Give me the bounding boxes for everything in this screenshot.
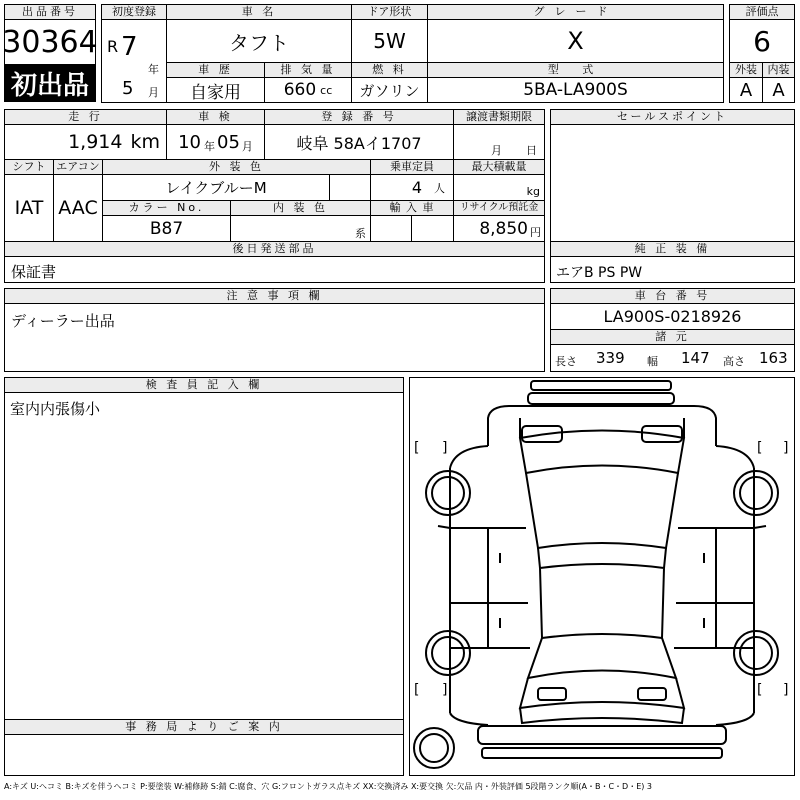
first-reg-month-unit: 月 xyxy=(148,86,159,99)
later-parts-box xyxy=(4,256,545,283)
recycle-label: リサイクル預託金 xyxy=(453,200,545,216)
width-label: 幅 xyxy=(647,355,658,368)
capacity-box xyxy=(370,174,454,201)
equipment-value: エアB PS PW xyxy=(556,265,643,281)
first-reg-month: 5 xyxy=(122,78,134,99)
door-label: ドア形状 xyxy=(351,4,428,20)
recycle-unit: 円 xyxy=(530,225,541,239)
mileage-label: 走 行 xyxy=(4,109,167,125)
history-value: 自家用 xyxy=(166,77,265,103)
exterior-grade-label: 外装 xyxy=(729,62,763,78)
chassis-value: LA900S-0218926 xyxy=(550,303,795,330)
capacity-label: 乗車定員 xyxy=(370,159,454,175)
import-box-a xyxy=(370,215,412,242)
recycle-box xyxy=(453,215,545,242)
first-reg-year-unit: 年 xyxy=(148,63,159,76)
mileage-box xyxy=(4,124,167,160)
bracket-right-top: ] xyxy=(442,440,448,456)
max-load-label: 最大積載量 xyxy=(453,159,545,175)
history-label: 車 歴 xyxy=(166,62,265,78)
transfer-deadline-box xyxy=(453,124,545,160)
transfer-month-unit: 月 xyxy=(491,144,502,157)
exterior-grade-value: A xyxy=(729,77,763,103)
aircon-label: エアコン xyxy=(53,159,103,175)
door-value: 5W xyxy=(351,19,428,63)
length-label: 長さ xyxy=(555,355,577,368)
color-no-value: B87 xyxy=(102,215,231,242)
score-value: 6 xyxy=(729,19,795,63)
exterior-color-extra xyxy=(329,174,371,201)
interior-grade-label: 内装 xyxy=(762,62,795,78)
length-value: 339 xyxy=(596,349,625,367)
transfer-day-unit: 日 xyxy=(526,144,537,157)
first-reg-era: R xyxy=(107,37,119,56)
inspection-month: 05 xyxy=(217,131,240,153)
registration-value: 岐阜 58Aイ1707 xyxy=(264,124,454,160)
displacement-unit: cc xyxy=(320,83,333,97)
import-label: 輸 入 車 xyxy=(370,200,454,216)
model-code-value: 5BA-LA900S xyxy=(427,77,724,103)
displacement-value: 660 xyxy=(283,80,317,100)
first-reg-year: 7 xyxy=(121,32,138,62)
shift-label: シフト xyxy=(4,159,54,175)
max-load-unit: kg xyxy=(526,185,540,198)
bracket-left-top: [ xyxy=(414,440,420,456)
interior-color-label: 内 装 色 xyxy=(230,200,371,216)
bracket-right-bottom: ] xyxy=(442,682,448,698)
bracket-left-top-r: [ xyxy=(757,440,763,456)
model-code-label: 型 式 xyxy=(427,62,724,78)
dimensions-box xyxy=(550,344,795,372)
bracket-left-bottom-r: [ xyxy=(757,682,763,698)
capacity-unit: 人 xyxy=(434,181,445,195)
equipment-label: 純 正 装 備 xyxy=(550,241,795,257)
exterior-color-label: 外 装 色 xyxy=(102,159,371,175)
inspector-value: 室内内張傷小 xyxy=(10,400,101,418)
height-label: 高さ xyxy=(723,355,745,368)
exterior-color-value: レイクブルーM xyxy=(102,174,330,201)
max-load-box xyxy=(453,174,545,201)
inspection-month-unit: 月 xyxy=(241,140,253,153)
grade-value: X xyxy=(427,19,724,63)
width-value: 147 xyxy=(681,349,710,367)
height-value: 163 xyxy=(759,349,788,367)
import-box-b xyxy=(411,215,454,242)
chassis-label: 車 台 番 号 xyxy=(550,288,795,304)
car-diagram xyxy=(409,377,795,776)
inspection-box xyxy=(166,124,265,160)
notes-value: ディーラー出品 xyxy=(11,312,115,330)
bracket-left-bottom: [ xyxy=(414,682,420,698)
first-listing-badge: 初出品 xyxy=(4,64,96,102)
bracket-right-bottom-r: ] xyxy=(783,682,789,698)
sales-points-box xyxy=(550,124,795,243)
first-reg-box xyxy=(101,19,167,103)
later-parts-label: 後日発送部品 xyxy=(4,241,545,257)
legend-text: A:キズ U:ヘコミ B:キズを伴うヘコミ P:要塗装 W:補修跡 S:錆 C:腐食、穴 G:フロントガラス点キズ XX:交換済み X:要交換 欠:欠品 内・外装評価 5段階ランク順(A・B・C・D・E) 3 xyxy=(4,782,653,791)
recycle-value: 8,850 xyxy=(479,218,528,239)
dimensions-label: 諸 元 xyxy=(550,329,795,345)
interior-color-box xyxy=(230,215,371,242)
interior-color-suffix: 系 xyxy=(355,226,366,240)
interior-grade-value: A xyxy=(762,77,795,103)
bracket-right-top-r: ] xyxy=(783,440,789,456)
equipment-box xyxy=(550,256,795,283)
shift-value: IAT xyxy=(4,174,54,242)
fuel-label: 燃 料 xyxy=(351,62,428,78)
inspector-label: 検 査 員 記 入 欄 xyxy=(4,377,404,393)
lot-number: 30364 xyxy=(4,19,96,65)
inspection-year: 10 xyxy=(178,131,201,153)
later-parts-value: 保証書 xyxy=(11,263,57,281)
color-no-label: カラー No. xyxy=(102,200,231,216)
mileage-value: 1,914 xyxy=(68,131,123,153)
first-reg-label: 初度登録 xyxy=(101,4,167,20)
car-diagram-svg xyxy=(410,378,794,775)
score-label: 評価点 xyxy=(729,4,795,20)
notes-box xyxy=(4,303,545,372)
capacity-value: 4 xyxy=(411,178,422,197)
office-box xyxy=(4,734,404,776)
grade-label: グレード xyxy=(427,4,724,20)
car-name-label: 車 名 xyxy=(166,4,352,20)
displacement-box xyxy=(264,77,352,103)
fuel-value: ガソリン xyxy=(351,77,428,103)
displacement-label: 排 気 量 xyxy=(264,62,352,78)
inspection-label: 車 検 xyxy=(166,109,265,125)
aircon-value: AAC xyxy=(53,174,103,242)
lot-label: 出品番号 xyxy=(4,4,96,20)
inspector-box xyxy=(4,392,404,720)
registration-label: 登 録 番 号 xyxy=(264,109,454,125)
mileage-unit: km xyxy=(130,131,160,153)
inspection-year-unit: 年 xyxy=(204,140,215,153)
office-label: 事 務 局 よ り ご 案 内 xyxy=(4,719,404,735)
notes-label: 注 意 事 項 欄 xyxy=(4,288,545,304)
transfer-deadline-label: 譲渡書類期限 xyxy=(453,109,545,125)
car-name-value: タフト xyxy=(166,19,352,63)
sales-points-label: セールスポイント xyxy=(550,109,795,125)
